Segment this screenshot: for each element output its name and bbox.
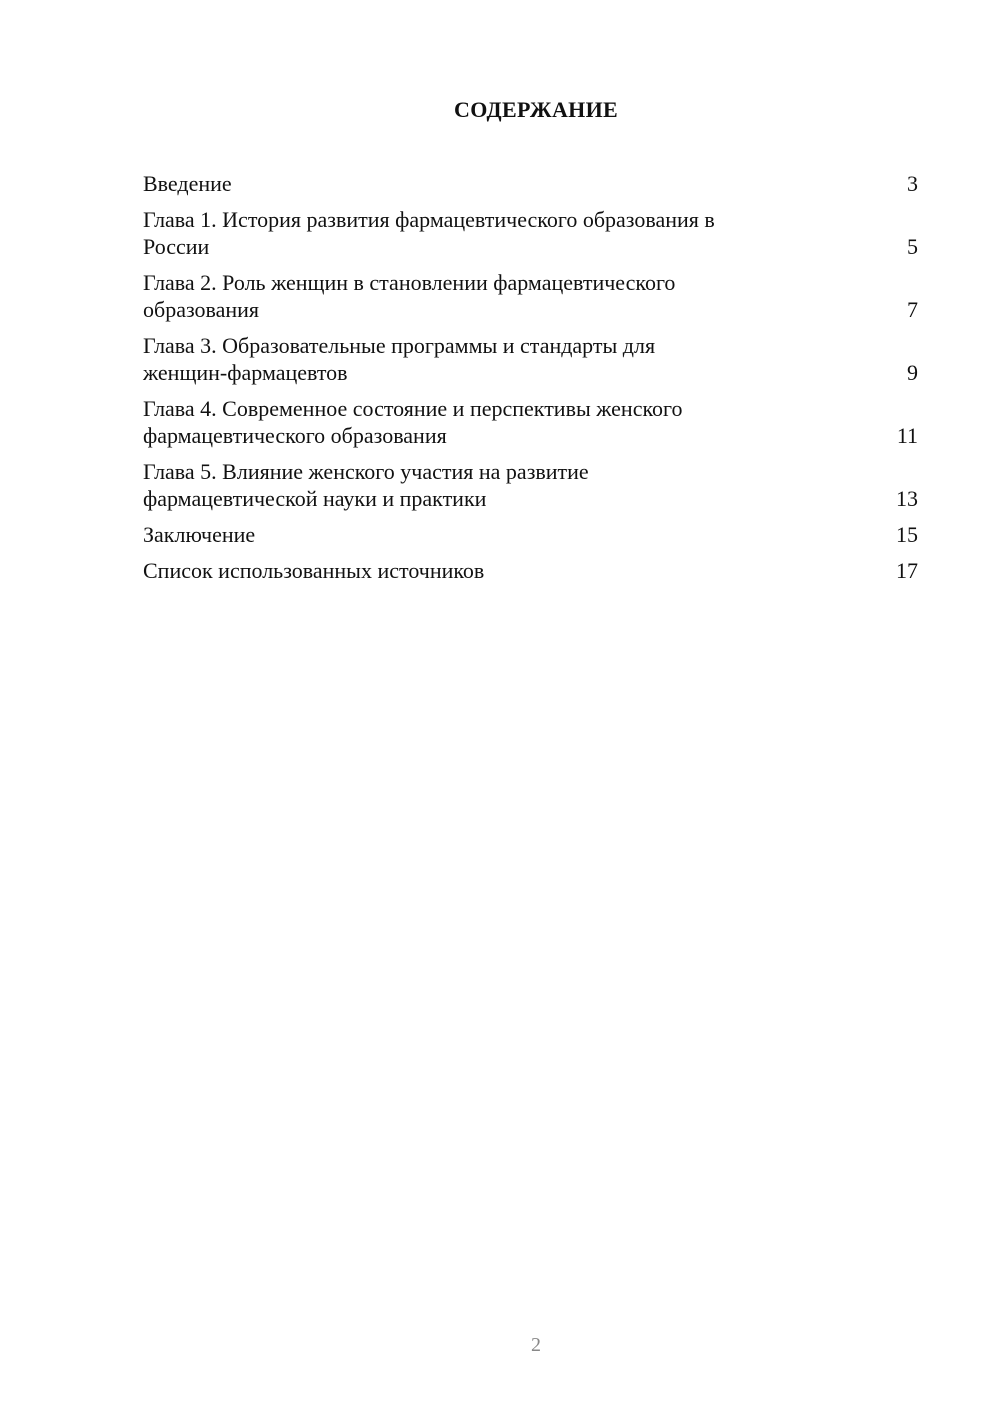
toc-entry-introduction[interactable]	[143, 170, 918, 197]
toc-entry-page: 9	[907, 360, 918, 385]
toc-entry-page: 5	[907, 234, 918, 259]
toc-entry-references[interactable]	[143, 557, 918, 584]
toc-entry-title: Введение	[143, 171, 232, 196]
toc-entry-title: Список использованных источников	[143, 558, 485, 583]
toc-entry-page: 7	[907, 297, 918, 322]
toc-entry-chapter-5[interactable]	[143, 458, 918, 512]
toc-entry-page: 3	[907, 171, 918, 196]
toc-entry-title: Глава 3. Образовательные программы и стандарты для женщин-фармацевтов	[143, 333, 656, 385]
toc-entry-chapter-3[interactable]	[143, 332, 918, 386]
toc-entry-page: 13	[896, 486, 918, 511]
toc-entry-title: Глава 4. Современное состояние и перспективы женского фармацевтического образования	[143, 396, 683, 448]
toc-entry-page: 15	[896, 522, 918, 547]
toc-entry-title: Глава 5. Влияние женского участия на развитие фармацевтической науки и практики	[143, 459, 589, 511]
toc-entry-chapter-4[interactable]	[143, 395, 918, 449]
toc-entry-title: Глава 1. История развития фармацевтического образования в России	[143, 207, 715, 259]
toc-entry-chapter-2[interactable]	[143, 269, 918, 323]
table-of-contents	[143, 170, 918, 593]
page-number: 2	[531, 1334, 541, 1356]
toc-entry-title: Заключение	[143, 522, 256, 547]
toc-entry-chapter-1[interactable]	[143, 206, 918, 260]
toc-entry-title: Глава 2. Роль женщин в становлении фармацевтического образования	[143, 270, 676, 322]
toc-entry-page: 17	[896, 558, 918, 583]
toc-entry-conclusion[interactable]	[143, 521, 918, 548]
toc-entry-page: 11	[896, 423, 918, 448]
toc-heading: СОДЕРЖАНИЕ	[454, 97, 618, 122]
